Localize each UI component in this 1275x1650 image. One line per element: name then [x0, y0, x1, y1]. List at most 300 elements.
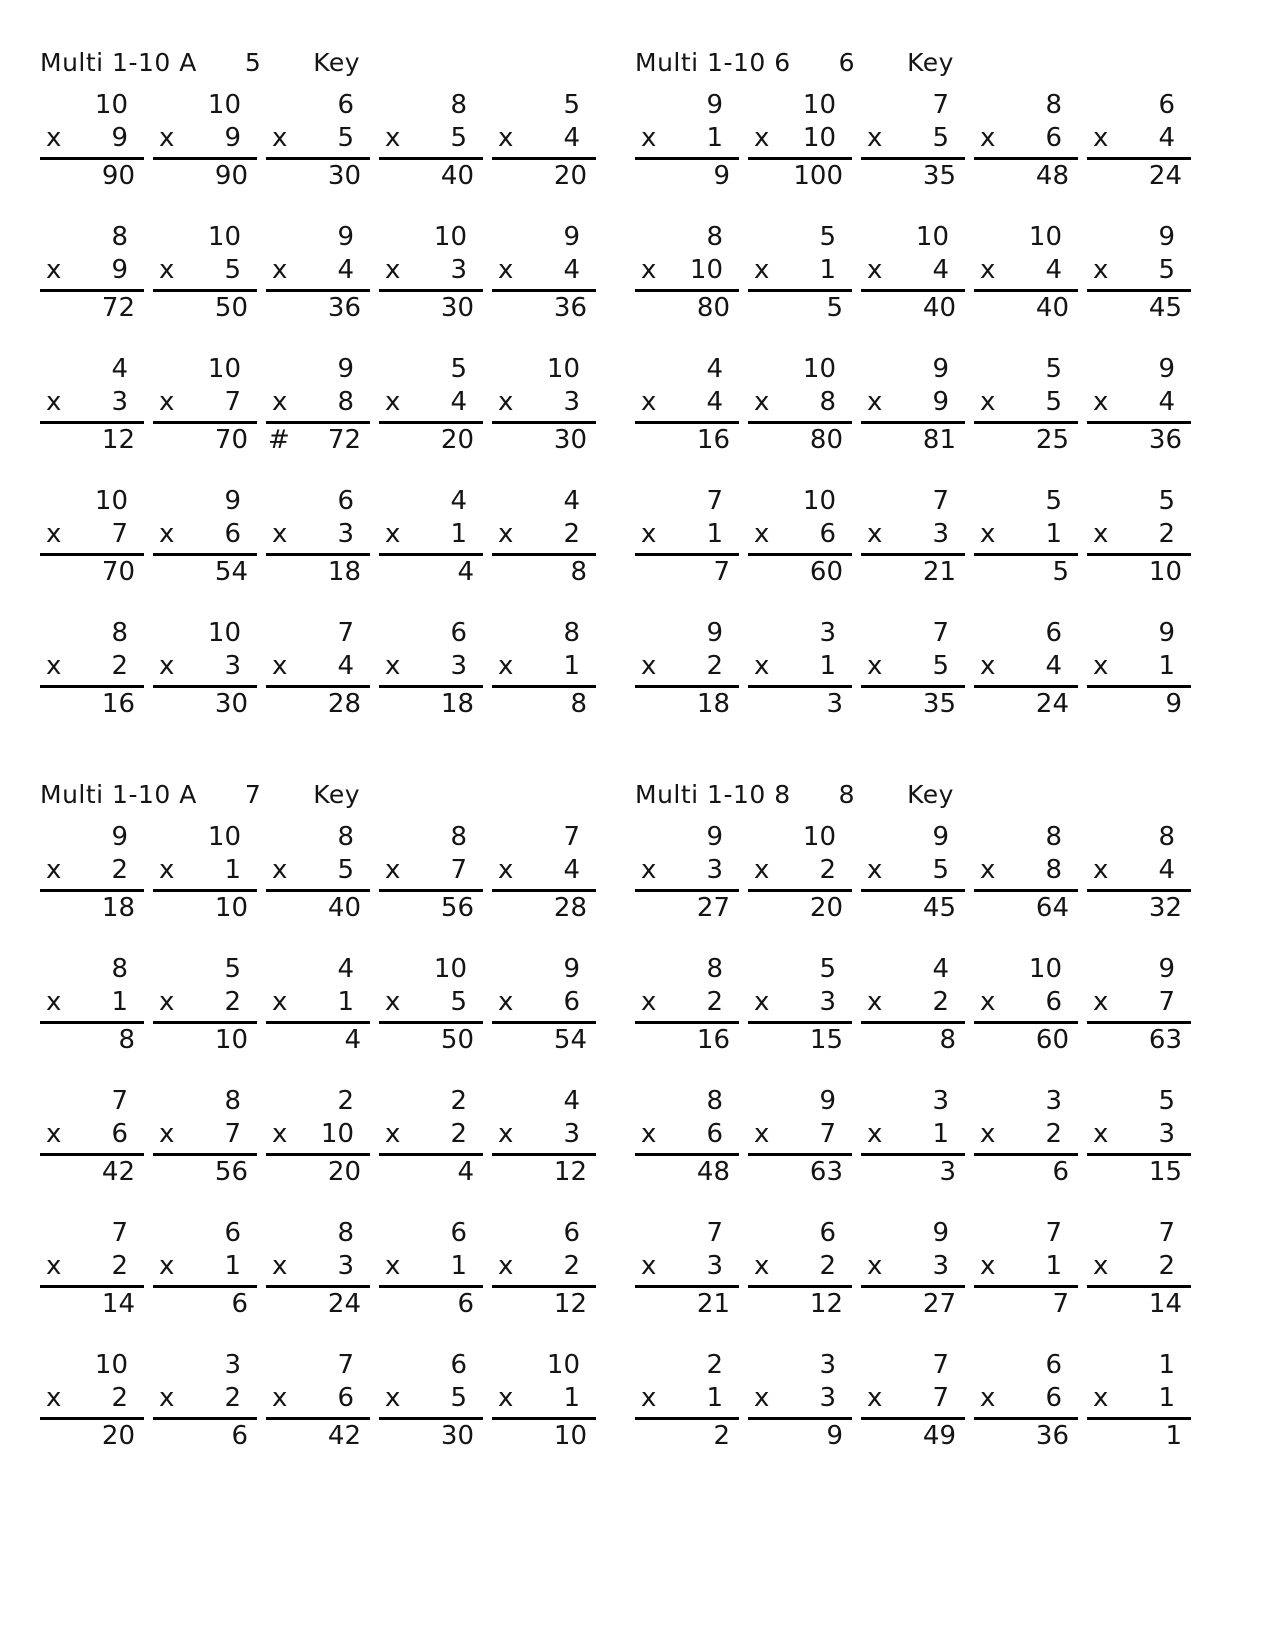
multiplicand: 7 [563, 822, 580, 852]
multiplier-row [635, 1120, 739, 1156]
answer-row [492, 1156, 596, 1186]
answer: 15 [809, 1025, 843, 1055]
multiplier: 3 [450, 651, 467, 681]
multiplicand: 2 [337, 1086, 354, 1116]
multiply-sign: x [980, 255, 996, 285]
multiply-sign: x [867, 651, 883, 681]
answer: 4 [457, 1157, 474, 1187]
answer: 18 [101, 893, 135, 923]
multiply-sign: x [46, 855, 62, 885]
multiplication-problem [379, 86, 483, 190]
answer-row [748, 1024, 852, 1054]
multiplier-row [974, 388, 1078, 424]
multiplier: 2 [1045, 1119, 1062, 1149]
answer: 28 [327, 689, 361, 719]
multiplier-row [748, 124, 852, 160]
multiplicand: 6 [337, 486, 354, 516]
multiplicand: 7 [337, 1350, 354, 1380]
multiplication-problem [748, 1214, 852, 1318]
multiplicand: 6 [450, 618, 467, 648]
multiplier: 4 [706, 387, 723, 417]
multiplication-problem [635, 1082, 739, 1186]
multiplication-problem [379, 1214, 483, 1318]
multiplication-problem [379, 950, 483, 1054]
multiplier: 1 [706, 123, 723, 153]
multiplication-problem [635, 1346, 739, 1450]
multiplication-problem [1087, 1082, 1191, 1186]
multiplicand: 5 [563, 90, 580, 120]
multiplier-row [492, 1252, 596, 1288]
answer-row [266, 1288, 370, 1318]
multiplier: 1 [224, 855, 241, 885]
answer-row [266, 1420, 370, 1450]
multiplication-problem [974, 350, 1078, 454]
worksheet-number: 8 [838, 780, 856, 809]
multiplicand: 8 [706, 1086, 723, 1116]
multiplicand: 4 [337, 954, 354, 984]
multiply-sign: x [272, 1383, 288, 1413]
multiplication-problem [266, 614, 370, 718]
answer: 9 [713, 161, 730, 191]
multiply-sign: x [980, 855, 996, 885]
multiplication-problem [748, 950, 852, 1054]
multiplier-row [492, 856, 596, 892]
answer: 24 [1148, 161, 1182, 191]
multiplicand: 5 [819, 954, 836, 984]
multiplicand: 8 [111, 222, 128, 252]
answer-row [1087, 1156, 1191, 1186]
answer: 18 [327, 557, 361, 587]
multiplier-row [40, 256, 144, 292]
multiplier-row [635, 520, 739, 556]
answer: 40 [922, 293, 956, 323]
multiplier-row [40, 520, 144, 556]
multiplicand: 4 [706, 354, 723, 384]
multiplier: 9 [932, 387, 949, 417]
multiplicand: 10 [802, 354, 836, 384]
multiply-sign: x [159, 987, 175, 1017]
answer-row [492, 556, 596, 586]
multiply-sign: x [1093, 1251, 1109, 1281]
answer: 24 [1035, 689, 1069, 719]
multiplicand: 7 [932, 486, 949, 516]
multiplier: 6 [706, 1119, 723, 1149]
multiplier: 6 [1045, 123, 1062, 153]
answer: 56 [214, 1157, 248, 1187]
worksheet [635, 780, 1200, 1450]
multiply-sign: x [159, 123, 175, 153]
answer-row [379, 160, 483, 190]
multiplicand: 7 [932, 90, 949, 120]
multiplier-row [266, 1252, 370, 1288]
answer: 16 [696, 425, 730, 455]
answer-row [40, 292, 144, 322]
answer: 28 [553, 893, 587, 923]
answer: 16 [696, 1025, 730, 1055]
answer-row [635, 556, 739, 586]
multiplicand: 4 [563, 1086, 580, 1116]
multiplier-row [748, 856, 852, 892]
answer-row [635, 424, 739, 454]
multiply-sign: x [641, 387, 657, 417]
answer: 21 [922, 557, 956, 587]
answer-row [1087, 556, 1191, 586]
multiplicand: 9 [1158, 354, 1175, 384]
answer-row [635, 892, 739, 922]
multiplication-problem [40, 1214, 144, 1318]
multiplier: 4 [932, 255, 949, 285]
multiplication-problem [40, 818, 144, 922]
multiplier-row [974, 988, 1078, 1024]
multiply-sign: x [754, 387, 770, 417]
multiplier-row [153, 988, 257, 1024]
multiplier-row [492, 988, 596, 1024]
multiplier-row [40, 652, 144, 688]
answer-row [974, 1288, 1078, 1318]
answer-row [1087, 1288, 1191, 1318]
multiplier-row [1087, 856, 1191, 892]
multiplication-problem [379, 350, 483, 454]
answer-row [974, 160, 1078, 190]
multiplicand: 10 [94, 1350, 128, 1380]
multiplicand: 10 [915, 222, 949, 252]
multiplier-row [40, 124, 144, 160]
multiplier: 4 [1045, 651, 1062, 681]
multiplication-problem [1087, 218, 1191, 322]
answer-row [635, 1420, 739, 1450]
worksheet-header [635, 48, 1200, 86]
multiplicand: 10 [94, 90, 128, 120]
answer: 12 [553, 1157, 587, 1187]
multiplier: 5 [450, 1383, 467, 1413]
multiply-sign: x [159, 519, 175, 549]
answer: 30 [440, 1421, 474, 1451]
multiplicand: 5 [819, 222, 836, 252]
multiply-sign: x [641, 987, 657, 1017]
worksheet-number: 7 [244, 780, 262, 809]
multiplicand: 10 [207, 618, 241, 648]
multiplicand: 6 [1045, 1350, 1062, 1380]
multiplier-row [492, 1120, 596, 1156]
multiply-sign: x [385, 387, 401, 417]
multiply-sign: x [159, 855, 175, 885]
multiply-sign: x [754, 855, 770, 885]
multiplicand: 10 [207, 222, 241, 252]
answer-row [379, 1024, 483, 1054]
multiplicand: 7 [932, 618, 949, 648]
answer-row [266, 424, 370, 454]
multiplier: 1 [450, 519, 467, 549]
multiplicand: 6 [450, 1218, 467, 1248]
answer-row [1087, 688, 1191, 718]
multiplier-row [379, 1252, 483, 1288]
multiplication-problem [153, 818, 257, 922]
multiplicand: 10 [433, 954, 467, 984]
multiplication-problem [266, 350, 370, 454]
answer-row [748, 424, 852, 454]
multiplicand: 8 [706, 222, 723, 252]
multiplier: 2 [819, 1251, 836, 1281]
multiply-sign: x [498, 387, 514, 417]
answer: 45 [922, 893, 956, 923]
multiplication-problem [266, 218, 370, 322]
multiply-sign: x [641, 519, 657, 549]
multiplier-row [974, 256, 1078, 292]
answer: 100 [793, 161, 843, 191]
multiplicand: 8 [111, 954, 128, 984]
multiply-sign: x [498, 855, 514, 885]
answer: 60 [1035, 1025, 1069, 1055]
multiplier: 4 [563, 123, 580, 153]
multiplication-problem [1087, 950, 1191, 1054]
answer-row [379, 1420, 483, 1450]
answer: 2 [713, 1421, 730, 1451]
answer-row [1087, 892, 1191, 922]
multiply-sign: x [980, 123, 996, 153]
answer: 36 [1148, 425, 1182, 455]
multiplier: 2 [111, 855, 128, 885]
answer-row [379, 892, 483, 922]
multiplier-row [153, 856, 257, 892]
answer: 72 [327, 425, 361, 455]
multiplication-problem [974, 1214, 1078, 1318]
multiply-sign: x [867, 1383, 883, 1413]
multiplicand: 7 [111, 1218, 128, 1248]
multiply-sign: x [641, 651, 657, 681]
multiplicand: 8 [1158, 822, 1175, 852]
multiplier-row [1087, 1252, 1191, 1288]
problem-grid [635, 818, 1200, 1450]
multiplication-problem [379, 1346, 483, 1450]
answer-row [748, 160, 852, 190]
multiplication-problem [492, 1082, 596, 1186]
answer: 18 [696, 689, 730, 719]
answer-row [861, 424, 965, 454]
multiplicand: 3 [224, 1350, 241, 1380]
worksheet [635, 48, 1200, 718]
answer-row [153, 292, 257, 322]
multiplication-problem [974, 86, 1078, 190]
multiplier: 1 [1158, 1383, 1175, 1413]
multiplier-row [1087, 124, 1191, 160]
multiplier: 5 [224, 255, 241, 285]
answer: 40 [327, 893, 361, 923]
multiplier-row [40, 1384, 144, 1420]
multiplicand: 10 [207, 354, 241, 384]
multiplier: 2 [450, 1119, 467, 1149]
multiplier-row [861, 1120, 965, 1156]
multiplier: 10 [689, 255, 723, 285]
multiplication-problem [861, 86, 965, 190]
multiplier-row [153, 520, 257, 556]
answer: 70 [214, 425, 248, 455]
multiplier: 1 [706, 519, 723, 549]
answer-row [266, 556, 370, 586]
multiplication-problem [40, 1346, 144, 1450]
problem-grid [40, 818, 605, 1450]
multiplicand: 3 [819, 1350, 836, 1380]
multiplier: 1 [706, 1383, 723, 1413]
answer: 35 [922, 689, 956, 719]
multiplier-row [861, 124, 965, 160]
multiply-sign: x [46, 519, 62, 549]
multiplicand: 7 [932, 1350, 949, 1380]
multiplier: 8 [337, 387, 354, 417]
multiplicand: 7 [706, 486, 723, 516]
multiplier-row [492, 652, 596, 688]
multiplier-row [266, 1120, 370, 1156]
multiplier-row [974, 1120, 1078, 1156]
multiplicand: 10 [207, 822, 241, 852]
answer: 30 [214, 689, 248, 719]
answer-row [379, 1288, 483, 1318]
multiplication-problem [153, 1346, 257, 1450]
multiplication-problem [379, 818, 483, 922]
answer-row [635, 1288, 739, 1318]
multiplication-problem [153, 1082, 257, 1186]
multiplier: 1 [1045, 1251, 1062, 1281]
answer-row [974, 1420, 1078, 1450]
answer: 20 [440, 425, 474, 455]
multiplication-problem [861, 482, 965, 586]
multiplier: 4 [1158, 123, 1175, 153]
answer-row [748, 688, 852, 718]
multiplier: 1 [1158, 651, 1175, 681]
multiplier: 4 [1045, 255, 1062, 285]
multiply-sign: x [159, 1119, 175, 1149]
multiplicand: 8 [450, 822, 467, 852]
multiplier: 4 [337, 255, 354, 285]
answer-row [266, 1024, 370, 1054]
multiplicand: 9 [1158, 954, 1175, 984]
answer: 8 [570, 557, 587, 587]
answer-row [1087, 424, 1191, 454]
multiplication-problem [748, 350, 852, 454]
multiply-sign: x [498, 123, 514, 153]
multiplier-row [379, 124, 483, 160]
multiply-sign: x [159, 255, 175, 285]
multiply-sign: x [272, 987, 288, 1017]
multiply-sign: x [980, 1383, 996, 1413]
multiplicand: 10 [546, 354, 580, 384]
multiplier: 2 [224, 987, 241, 1017]
answer: 14 [1148, 1289, 1182, 1319]
multiply-sign: x [867, 387, 883, 417]
multiplier-row [974, 856, 1078, 892]
answer: 40 [1035, 293, 1069, 323]
multiplier-row [1087, 256, 1191, 292]
multiplier-row [40, 388, 144, 424]
multiplication-problem [266, 482, 370, 586]
multiplication-problem [1087, 350, 1191, 454]
answer: 40 [440, 161, 474, 191]
multiplier-row [1087, 652, 1191, 688]
multiplicand: 8 [337, 822, 354, 852]
multiplication-problem [40, 218, 144, 322]
answer-row [379, 1156, 483, 1186]
multiplication-problem [974, 482, 1078, 586]
multiply-sign: x [1093, 123, 1109, 153]
multiplier: 2 [819, 855, 836, 885]
multiplication-problem [1087, 1346, 1191, 1450]
multiply-sign: x [159, 651, 175, 681]
multiplication-problem [861, 1214, 965, 1318]
answer: 7 [1052, 1289, 1069, 1319]
multiplier: 2 [563, 519, 580, 549]
answer: 24 [327, 1289, 361, 1319]
multiply-sign: x [867, 1119, 883, 1149]
answer: 30 [553, 425, 587, 455]
multiplication-problem [492, 218, 596, 322]
answer-row [861, 160, 965, 190]
multiplicand: 4 [450, 486, 467, 516]
multiplier: 2 [111, 1251, 128, 1281]
answer-row [379, 424, 483, 454]
multiplier: 5 [932, 123, 949, 153]
answer: 48 [696, 1157, 730, 1187]
multiplier: 3 [563, 1119, 580, 1149]
worksheet-key-label: Key [907, 48, 954, 77]
multiplier: 5 [337, 855, 354, 885]
multiplicand: 5 [450, 354, 467, 384]
multiplicand: 8 [224, 1086, 241, 1116]
multiplication-problem [492, 86, 596, 190]
answer: 20 [101, 1421, 135, 1451]
answer-row [153, 1156, 257, 1186]
multiplier: 5 [1045, 387, 1062, 417]
multiplication-problem [635, 950, 739, 1054]
multiply-sign: x [272, 855, 288, 885]
multiply-sign: x [272, 1251, 288, 1281]
answer-row [266, 688, 370, 718]
answer: 8 [118, 1025, 135, 1055]
multiplication-problem [635, 1214, 739, 1318]
multiplier: 3 [706, 1251, 723, 1281]
multiplicand: 9 [111, 822, 128, 852]
multiplication-problem [492, 950, 596, 1054]
answer: 25 [1035, 425, 1069, 455]
multiply-sign: x [46, 387, 62, 417]
multiplier-row [1087, 988, 1191, 1024]
answer: 10 [214, 1025, 248, 1055]
multiplicand: 3 [819, 618, 836, 648]
multiplication-problem [974, 818, 1078, 922]
multiply-sign: x [159, 1383, 175, 1413]
answer-row [492, 1420, 596, 1450]
problem-grid [635, 86, 1200, 718]
answer-row [974, 892, 1078, 922]
multiply-sign: x [980, 987, 996, 1017]
multiply-sign: x [980, 1119, 996, 1149]
answer: 36 [1035, 1421, 1069, 1451]
multiplier-row [635, 856, 739, 892]
multiplier: 3 [819, 987, 836, 1017]
multiplier-row [748, 256, 852, 292]
answer-row [974, 424, 1078, 454]
multiplication-problem [635, 482, 739, 586]
multiplicand: 6 [819, 1218, 836, 1248]
multiplier: 4 [563, 855, 580, 885]
multiplier-row [40, 988, 144, 1024]
answer-row [40, 1156, 144, 1186]
multiplier: 2 [1158, 1251, 1175, 1281]
multiplicand: 9 [337, 354, 354, 384]
multiply-sign: x [159, 387, 175, 417]
multiplier-row [861, 652, 965, 688]
answer: 60 [809, 557, 843, 587]
answer: 21 [696, 1289, 730, 1319]
answer-row [40, 1420, 144, 1450]
